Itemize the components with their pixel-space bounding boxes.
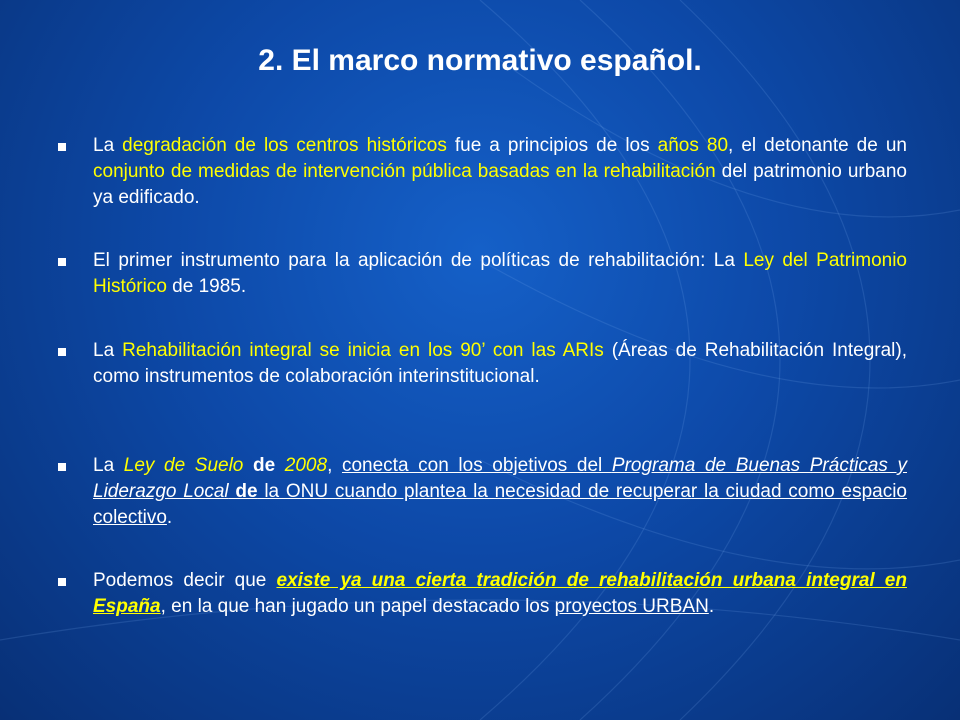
highlight-text: degradación de los centros históricos <box>122 135 447 156</box>
bullet-square-icon <box>58 578 66 586</box>
text-segment: La <box>93 340 123 361</box>
text-segment: , el detonante de un <box>728 135 907 156</box>
slide-title: 2. El marco normativo español. <box>258 44 702 77</box>
bullet-text <box>93 248 907 300</box>
program-name-text: Programa de Buenas Prácticas y Liderazgo Local <box>93 455 908 502</box>
bullet-square-icon <box>58 143 66 151</box>
underlined-text: conecta con los objetivos del <box>341 455 612 476</box>
bullet-text <box>93 338 907 390</box>
text-segment: . <box>166 507 173 528</box>
highlight-text: Ley del Patrimonio Histórico <box>93 250 907 297</box>
bullet-square-icon <box>58 348 66 356</box>
bullet-item <box>58 133 907 211</box>
text-segment: de 1985. <box>166 276 247 297</box>
bullet-item <box>58 338 907 390</box>
underlined-text: la ONU cuando plantea la necesidad de recuperar la ciudad como espacio colectivo <box>93 481 907 528</box>
text-segment: . <box>708 596 715 617</box>
text-segment: Podemos decir que <box>93 570 277 591</box>
law-name-text: Ley de Suelo <box>123 455 244 476</box>
highlight-text: conjunto de medidas de intervención pública basadas en la rehabilitación <box>93 161 716 182</box>
text-segment: El primer instrumento para la aplicación de políticas de rehabilitación: La <box>93 250 744 271</box>
highlight-text: años 80 <box>657 135 729 156</box>
underlined-text: de <box>228 481 258 502</box>
text-segment: del patrimonio urbano ya edificado. <box>93 161 907 208</box>
bullet-item <box>58 568 907 620</box>
bullet-square-icon <box>58 258 66 266</box>
bullet-square-icon <box>58 463 66 471</box>
highlight-text: Rehabilitación integral se inicia en los 90’ con las ARIs <box>122 340 604 361</box>
text-segment: La <box>93 455 124 476</box>
bullet-text <box>93 453 907 531</box>
bullet-text <box>93 133 907 211</box>
text-segment: , en la que han jugado un papel destacado los <box>160 596 555 617</box>
bullet-item <box>58 453 907 531</box>
bullet-text <box>93 568 907 620</box>
emphasis-text: existe ya una cierta tradición de rehabilitación urbana integral en España <box>93 570 907 617</box>
bullet-item <box>58 248 907 300</box>
text-segment: de <box>243 455 285 476</box>
text-segment: , <box>327 455 342 476</box>
text-segment: fue a principios de los <box>446 135 658 156</box>
year-text: 2008 <box>284 455 328 476</box>
text-segment: La <box>93 135 123 156</box>
underlined-text: proyectos URBAN <box>554 596 709 617</box>
text-segment: (Áreas de Rehabilitación Integral), como instrumentos de colaboración interinstitucional. <box>93 340 907 387</box>
